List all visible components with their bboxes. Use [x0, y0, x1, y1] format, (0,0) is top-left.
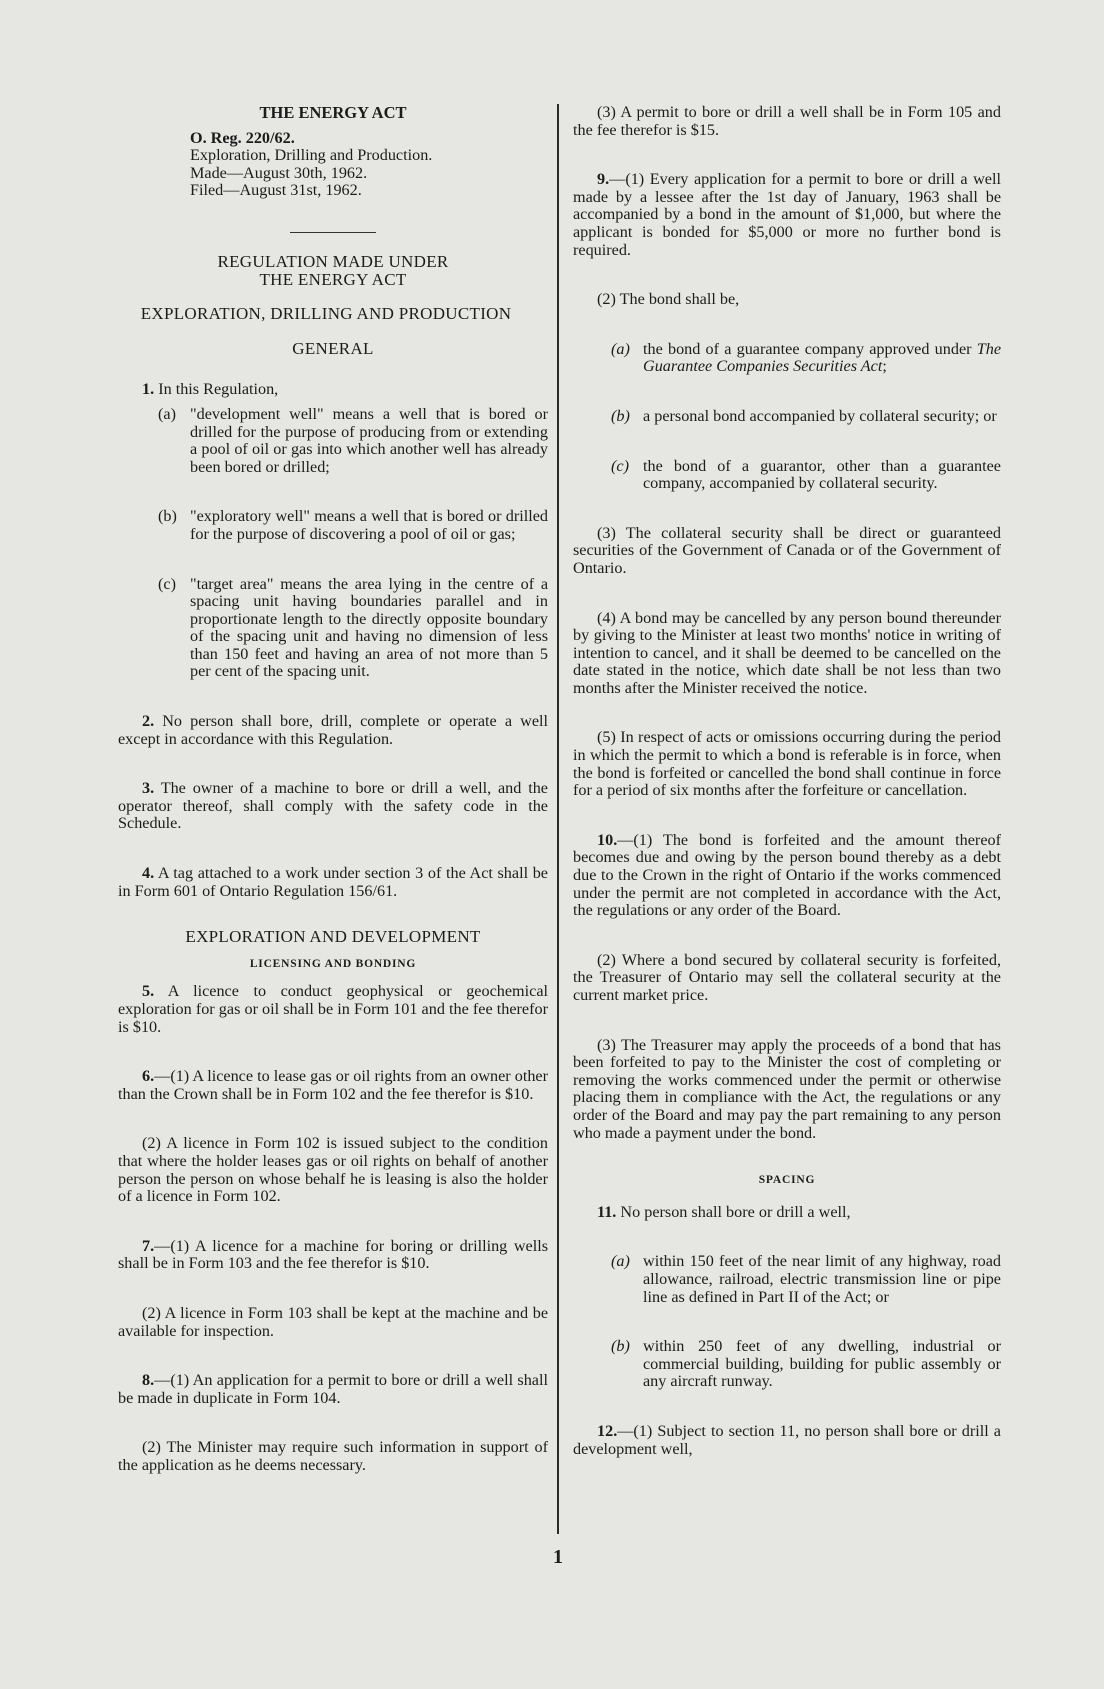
reg-filed-date: Filed—August 31st, 1962. [190, 181, 362, 200]
clause-1a: (a) "development well" means a well that is bored or drilled for the purpose of producing from or extending a pool of oil or gas into which another well has already been bored or drilled; [158, 404, 548, 476]
section-8-3: (3) A permit to bore or drill a well shall be in Form 105 and the fee therefor is $15. [573, 103, 1001, 139]
clause-11b: (b) within 250 feet of any dwelling, industrial or commercial building, building for public assembly or any aircraft runway. [611, 1337, 1001, 1391]
heading-general: GENERAL [292, 338, 374, 358]
clause-1c: (c) "target area" means the area lying in the centre of a spacing unit having boundaries parallel and in proportionate length to the directly opposite boundary of the spacing unit and having no dimension of less than 150 feet and having an area of not more than 5 per cent of the spacing unit. [158, 574, 548, 681]
title-rule [290, 232, 376, 233]
section-10-1: 10.—(1) The bond is forfeited and the amount thereof becomes due and owing by the person bound thereby as a debt due to the Crown in the right of Ontario if the works commenced under the permit are not completed in accordance with the Act, the regulations or any order of the Board. [573, 830, 1001, 920]
section-8-1: 8.—(1) An application for a permit to bore or drill a well shall be made in duplicate in Form 104. [118, 1371, 548, 1407]
clause-9-2a: (a) the bond of a guarantee company approved under The Guarantee Companies Securities Act; [611, 339, 1001, 376]
section-11: 11. No person shall bore or drill a well, [597, 1202, 851, 1221]
section-9-3: (3) The collateral security shall be direct or guaranteed securities of the Government of Canada or of the Government of Ontario. [573, 523, 1001, 577]
clause-11a: (a) within 150 feet of the near limit of any highway, road allowance, railroad, electric transmission line or pipe line as defined in Part II of the Act; or [611, 1252, 1001, 1306]
section-5: 5. A licence to conduct geophysical or geochemical exploration for gas or oil shall be in Form 101 and the fee therefor is $10. [118, 982, 548, 1036]
heading-regulation: REGULATION MADE UNDER [217, 251, 449, 271]
clause-9-2c: (c) the bond of a guarantor, other than a guarantee company, accompanied by collateral security. [611, 456, 1001, 493]
section-3: 3. The owner of a machine to bore or drill a well, and the operator thereof, shall comply with the safety code in the Schedule. [118, 779, 548, 833]
section-9-4: (4) A bond may be cancelled by any person bound thereunder by giving to the Minister at least two months' notice in writing of intention to cancel, and it shall be deemed to be cancelled on the date stated in the notice, which date shall be not less than two months after the Minister received the notice. [573, 608, 1001, 697]
heading-act: THE ENERGY ACT [259, 269, 407, 289]
heading-licensing-bonding: LICENSING AND BONDING [249, 957, 417, 970]
section-7-1: 7.—(1) A licence for a machine for boring or drilling wells shall be in Form 103 and the fee therefor is $10. [118, 1236, 548, 1273]
section-8-2: (2) The Minister may require such information in support of the application as he deems necessary. [118, 1438, 548, 1474]
heading-exploration-drilling: EXPLORATION, DRILLING AND PRODUCTION [140, 304, 512, 324]
section-12-1: 12.—(1) Subject to section 11, no person shall bore or drill a development well, [573, 1421, 1001, 1458]
section-10-3: (3) The Treasurer may apply the proceeds of a bond that has been forfeited to pay to the Minister the cost of completing or removing the works commenced under the permit or otherwise placing them in compliance with the Act, the regulations or any order of the Board and may pay the part remaining to any person who made a payment under the bond. [573, 1035, 1001, 1142]
section-7-2: (2) A licence in Form 103 shall be kept at the machine and be available for inspection. [118, 1303, 548, 1340]
reg-made-date: Made—August 30th, 1962. [190, 163, 368, 182]
section-1: 1. In this Regulation, [142, 380, 279, 399]
section-9-5: (5) In respect of acts or omissions occurring during the period in which the permit to which a bond is referable is in force, when the bond is forfeited or cancelled the bond shall continue in force for a period of six months after the forfeiture or cancellation. [573, 728, 1001, 800]
reg-subject: Exploration, Drilling and Production. [190, 146, 433, 165]
section-9-1: 9.—(1) Every application for a permit to bore or drill a well made by a lessee after the 1st day of January, 1963 shall be accompanied by a bond in the amount of $1,000, but where the applicant is bonded for $5,000 or more no further bond is required. [573, 170, 1001, 259]
act-title: THE ENERGY ACT [259, 103, 407, 122]
section-6-1: 6.—(1) A licence to lease gas or oil rights from an owner other than the Crown shall be in Form 102 and the fee therefor is $10. [118, 1067, 548, 1103]
heading-exploration-development: EXPLORATION AND DEVELOPMENT [185, 927, 481, 947]
clause-9-2b: (b) a personal bond accompanied by collateral security; or [611, 406, 997, 425]
section-10-2: (2) Where a bond secured by collateral security is forfeited, the Treasurer of Ontario may sell the collateral security at the current market price. [573, 950, 1001, 1004]
heading-spacing: SPACING [758, 1174, 816, 1187]
clause-1b: (b) "exploratory well" means a well that is bored or drilled for the purpose of discovering a pool of oil or gas; [158, 507, 548, 543]
column-divider [557, 104, 559, 1534]
section-9-2: (2) The bond shall be, [597, 290, 740, 309]
reg-number: O. Reg. 220/62. [190, 128, 295, 147]
page-number: 1 [553, 1546, 563, 1568]
regulation-meta [118, 130, 548, 200]
right-column [573, 104, 1001, 1458]
section-6-2: (2) A licence in Form 102 is issued subject to the condition that where the holder leases gas or oil rights on behalf of another person the person on whose behalf he is leasing is also the holder of a licence in Form 102. [118, 1134, 548, 1206]
left-column [118, 104, 548, 1475]
section-4: 4. A tag attached to a work under section 3 of the Act shall be in Form 601 of Ontario Regulation 156/61. [118, 864, 548, 900]
section-2: 2. No person shall bore, drill, complete or operate a well except in accordance with this Regulation. [118, 712, 548, 748]
